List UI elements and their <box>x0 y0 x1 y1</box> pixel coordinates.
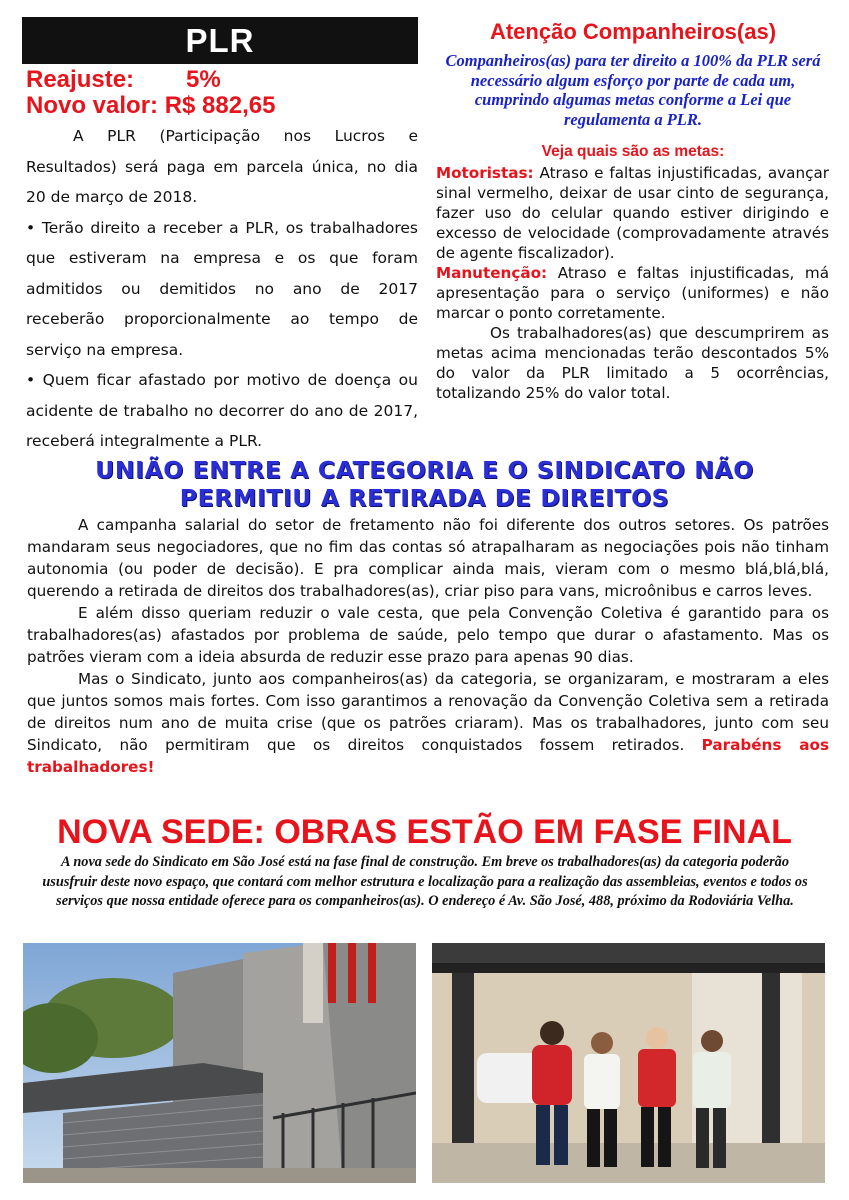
uniao-body <box>27 514 829 778</box>
plr-paragraph-3: • Quem ficar afastado por motivo de doença ou acidente de trabalho no decorrer do ano de 2017, receberá integralmente a PLR. <box>26 371 418 450</box>
nova-sede-title: NOVA SEDE: OBRAS ESTÃO EM FASE FINAL <box>57 813 792 851</box>
reajuste-label: Reajuste: <box>26 66 135 93</box>
plr-header: PLR <box>22 17 418 64</box>
building-photo-icon <box>23 943 416 1183</box>
uniao-paragraph-1: A campanha salarial do setor de fretamento não foi diferente dos outros setores. Os patrões mandaram seus negociadores, que no fim das contas só atrapalharam as negociações pois não tinham autonomia (ou poder de decisão). E pra complicar ainda mais, vieram com o mesmo blá,blá,blá, querendo a retirada de direitos dos trabalhadores(as), criar piso para vans, microônibus e carros leves. <box>27 516 829 600</box>
plr-paragraph-1: A PLR (Participação nos Lucros e Resultados) será paga em parcela única, no dia 20 de março de 2018. <box>26 127 418 206</box>
uniao-paragraph-3-text: Mas o Sindicato, junto aos companheiros(as) da categoria, se organizaram, e mostraram a eles que juntos somos mais fortes. Com isso garantimos a renovação da Convenção Coletiva sem a retirada de direitos num ano de muita crise (que os patrões criaram). Mas os trabalhadores, junto com seu Sindicato, não permitiram que os direitos conquistados fossem retirados. <box>27 670 829 754</box>
uniao-paragraph-2: E além disso queriam reduzir o vale cesta, que pela Convenção Coletiva é garantido para os trabalhadores(as) afastados por problema de saúde, pelo tempo que durar o afastamento. Mas os patrões vieram com a ideia absurda de reduzir esse prazo para apenas 90 dias. <box>27 604 829 666</box>
novo-valor: Novo valor: R$ 882,65 <box>26 92 276 119</box>
group-photo <box>432 943 825 1183</box>
plr-body <box>26 121 418 457</box>
motoristas-text: Atraso e faltas injustificadas, avançar sinal vermelho, deixar de usar cinto de segurança, fazer uso do celular quando estiver dirigindo e excesso de velocidade (comprovadamente através de agente fiscalizador). <box>436 164 829 262</box>
congrats-text: Parabéns aos trabalhadores! <box>27 736 829 776</box>
atencao-title: Atenção Companheiros(as) <box>489 19 777 44</box>
manutencao-text: Atraso e faltas injustificadas, má apresentação para o serviço (uniformes) e não marcar o ponto corretamente. <box>436 264 829 322</box>
uniao-heading-line-2: PERMITIU A RETIRADA DE DIREITOS <box>179 484 670 512</box>
group-photo-icon <box>432 943 825 1183</box>
uniao-heading-line-1: UNIÃO ENTRE A CATEGORIA E O SINDICATO NÃO <box>95 456 754 484</box>
uniao-paragraph-3 <box>27 668 829 778</box>
plr-paragraph-2: • Terão direito a receber a PLR, os trabalhadores que estiveram na empresa e os que foram admitidos ou demitidos no ano de 2017 receberão proporcionalmente ao tempo de serviço na empresa. <box>26 218 418 359</box>
nova-sede-body: A nova sede do Sindicato em São José está na fase final de construção. Em breve os trabalhadores(as) da categoria poderão ususfruir deste novo espaço, que contará com melhor estrutura e localização para a realização das assembleias, eventos e todos os serviços que nossa entidade oferece para os companheiros(as). O endereço é Av. São José, 488, próximo da Rodoviária Velha. <box>42 854 808 909</box>
manutencao-item <box>436 263 829 323</box>
manutencao-label: Manutenção: <box>436 264 548 282</box>
atencao-intro: Companheiros(as) para ter direito a 100% da PLR será necessário algum esforço por parte de cada um, cumprindo algumas metas conforme a Lei que regulamenta a PLR. <box>445 51 821 129</box>
metas-closing: Os trabalhadores(as) que descumprirem as metas acima mencionadas terão descontados 5% do valor da PLR limitado a 5 ocorrências, totalizando 25% do valor total. <box>436 324 829 402</box>
metas-heading: Veja quais são as metas: <box>541 143 725 160</box>
motoristas-label: Motoristas: <box>436 164 534 182</box>
motoristas-item <box>436 163 829 263</box>
reajuste-line <box>26 66 221 94</box>
metas-body <box>436 163 829 403</box>
reajuste-value: 5% <box>186 66 221 93</box>
building-photo <box>23 943 416 1183</box>
